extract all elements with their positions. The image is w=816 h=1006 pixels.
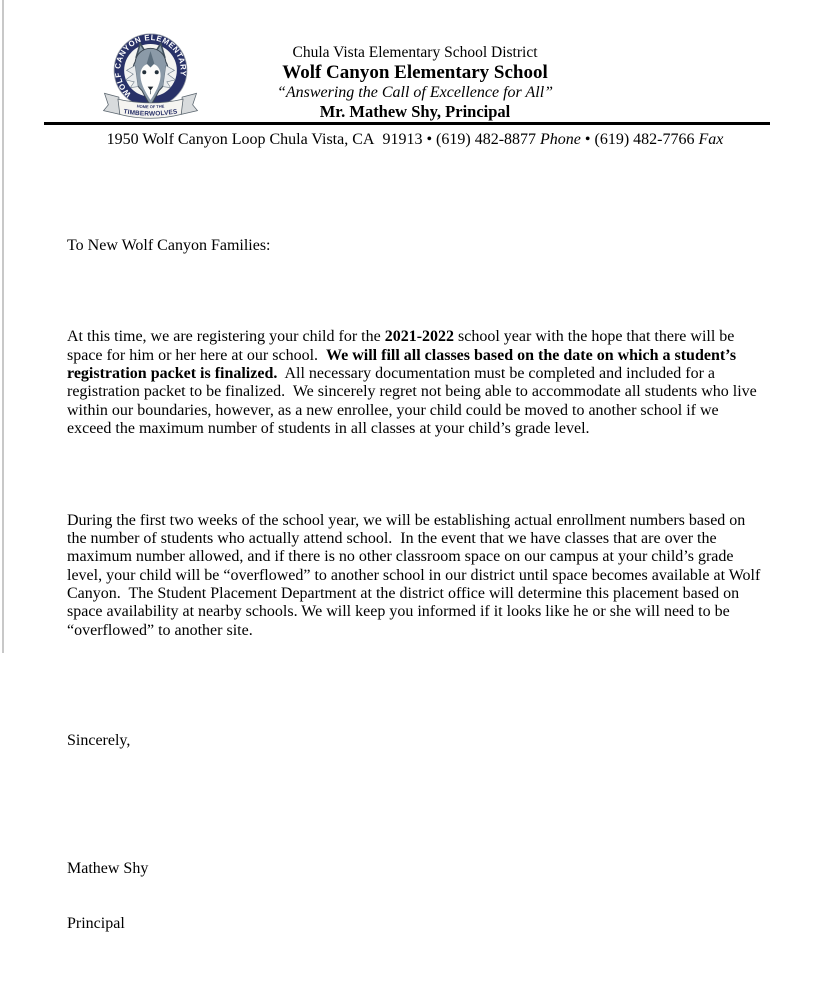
salutation: To New Wolf Canyon Families: [67,236,271,254]
p1-text-2: school year with the hope that there will be space for him or her here at our school. [67,328,739,364]
letterhead [20,44,810,121]
paragraph-1 [67,328,761,438]
principal-line: Mr. Mathew Shy, Principal [319,102,511,121]
address-line [20,130,810,149]
school-motto: “Answering the Call of Excellence for All” [276,84,554,101]
phone-label: Phone [540,131,581,148]
closing: Sincerely, [67,731,131,749]
district-name: Chula Vista Elementary School District [292,44,538,61]
page-edge-line [2,0,4,653]
p1-text-3: All necessary documentation must be completed and included for a registration packet to be finalized. We sincerely regret not being able to accommodate all students who live within our boundaries, however, as a new enrollee, your child could be moved to another school if we exceed the maximum number of students in all classes at your child’s grade level. [67,364,761,437]
address-part2: • (619) 482-7766 [580,131,699,148]
banner-text-line1: HOME OF THE [136,103,165,110]
address-part1: 1950 Wolf Canyon Loop Chula Vista, CA 91913 • (619) 482-8877 [106,131,541,148]
signature-name: Mathew Shy [67,859,149,877]
paragraph-2: During the first two weeks of the school year, we will be establishing actual enrollment numbers based on the number of students who actually attend school. In the event that we have classes that are over the maximum number allowed, and if there is no other classroom space on our campus at your child’s grade level, your child will be “overflowed” to another school in our district until space becomes available at Wolf Canyon. The Student Placement Department at the district office will determine this placement based on space availability at nearby schools. We will keep you informed if it looks like he or she will need to be “overflowed” to another site. [67,511,765,639]
letter-body [67,200,765,1006]
signature-title: Principal [67,914,125,932]
signature-block [67,823,761,970]
school-name: Wolf Canyon Elementary School [282,62,548,83]
fax-label: Fax [698,131,724,148]
header-divider [44,122,770,125]
p1-text-1: At this time, we are registering your child for the [67,328,385,346]
banner-text-line2: TIMBERWOLVES [122,108,179,118]
p1-bold-policy: We will fill all classes based on the date on which a student’s registration packet is finalized. [67,346,741,382]
seal-ring-text: WOLF CANYON ELEMENTARY [113,33,188,99]
p1-bold-year: 2021-2022 [384,328,455,346]
